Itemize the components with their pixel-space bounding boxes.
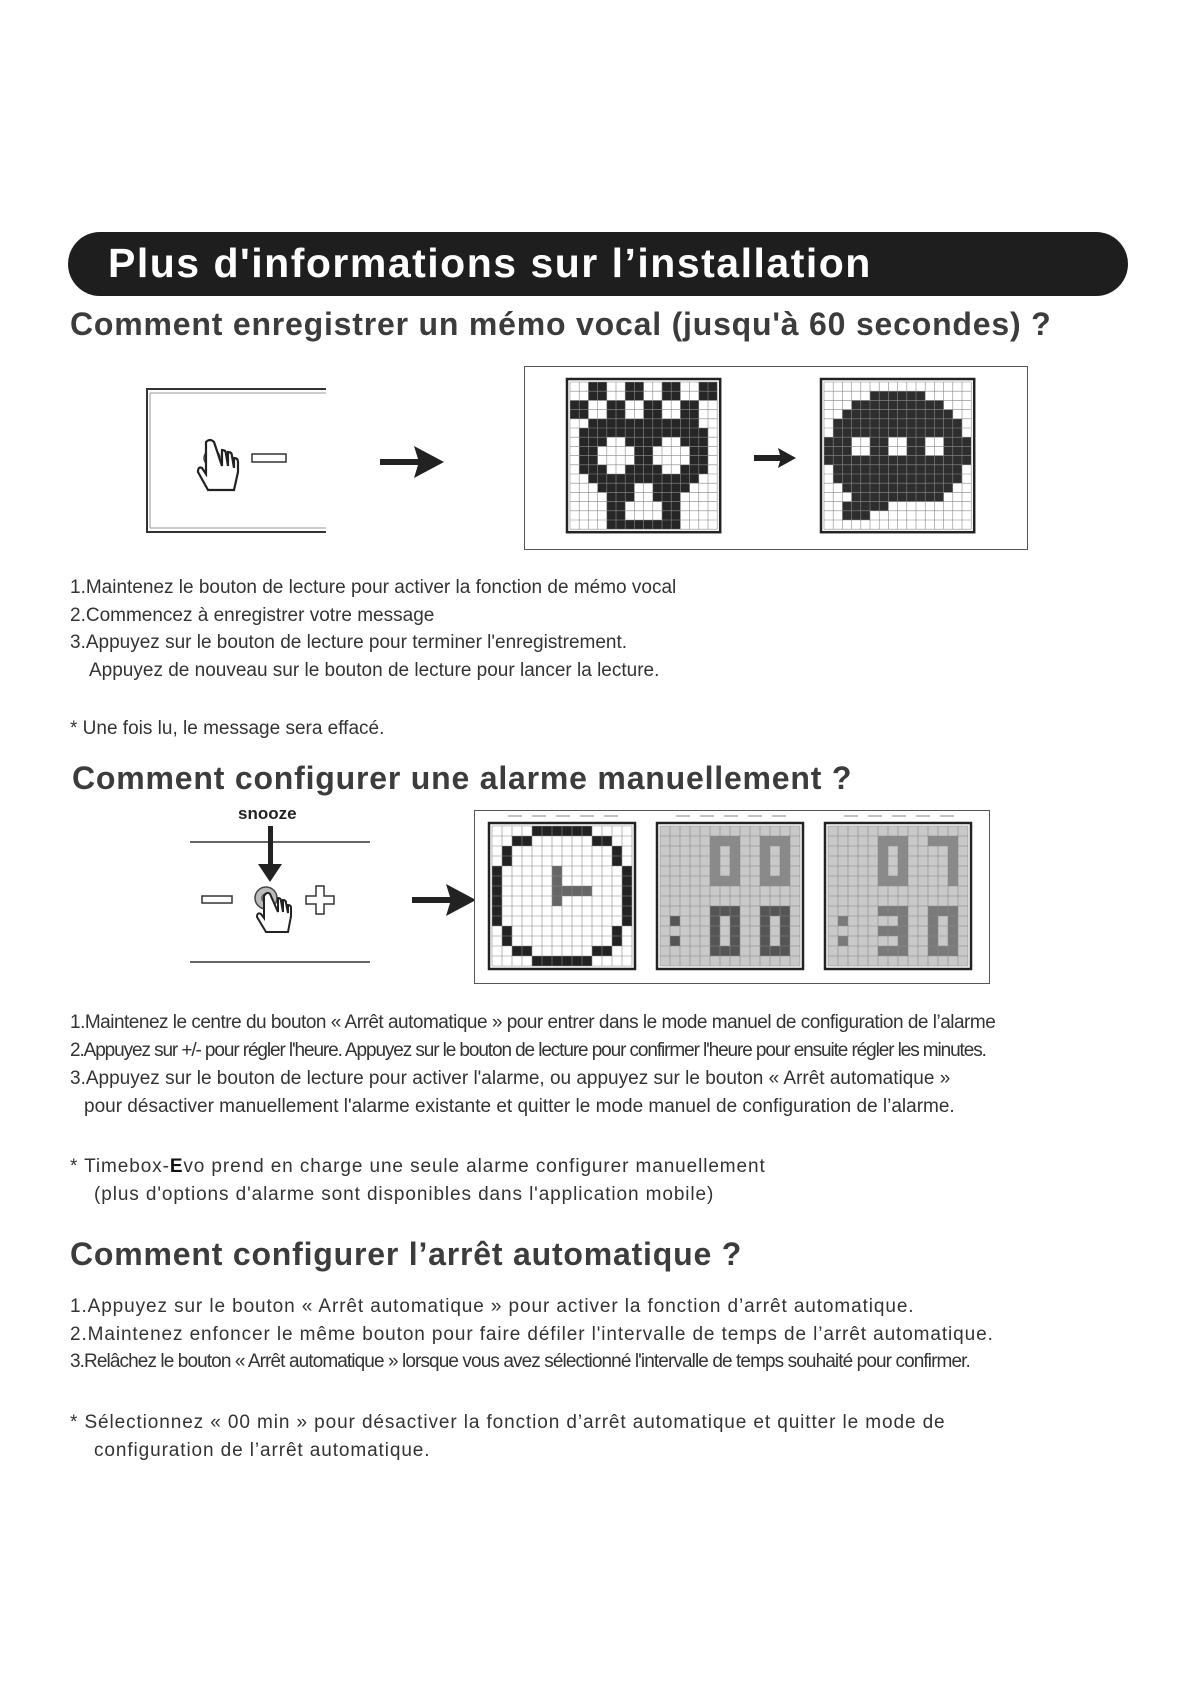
- auto-off-note-line-2: configuration de l’arrêt automatique.: [94, 1440, 431, 1461]
- minus-button-icon: [202, 896, 232, 903]
- auto-off-step-3: 3.Relâchez le bouton « Arrêt automatique » lorsque vous avez sélectionné l'intervalle de temps souhaité pour confirmer.: [70, 1351, 970, 1372]
- voice-memo-button-panel: [146, 388, 326, 533]
- alarm-heading: Comment configurer une alarme manuellement ?: [72, 760, 853, 796]
- plus-button-icon: [306, 886, 334, 914]
- arrow-right-icon: [412, 882, 476, 918]
- hand-press-icon: [255, 887, 291, 932]
- alarm-note-prefix: * Timebox-: [70, 1156, 170, 1177]
- minus-button-icon: [252, 454, 286, 462]
- alarm-step-1: 1.Maintenez le centre du bouton « Arrêt automatique » pour entrer dans le mode manuel de configuration de l’alarme: [70, 1012, 996, 1033]
- auto-off-heading: Comment configurer l’arrêt automatique ?: [70, 1236, 743, 1272]
- speech-bubble-pixel-icon: [821, 379, 974, 532]
- page-title: Plus d'informations sur l’installation: [108, 240, 872, 286]
- voice-memo-step-1: 1.Maintenez le bouton de lecture pour activer la fonction de mémo vocal: [70, 577, 677, 598]
- time-07-30-pixel-display: [825, 823, 971, 969]
- voice-memo-note: * Une fois lu, le message sera effacé.: [70, 718, 385, 739]
- alarm-note-line-2: (plus d'options d'alarme sont disponibles dans l'application mobile): [94, 1184, 715, 1205]
- alarm-screens-frame: [474, 810, 990, 984]
- voice-memo-step-3: 3.Appuyez sur le bouton de lecture pour terminer l'enregistrement.: [70, 632, 628, 653]
- time-00-00-pixel-display: [657, 823, 803, 969]
- auto-off-note: * Sélectionnez « 00 min » pour désactiver la fonction d’arrêt automatique et quitter le mode de: [70, 1412, 946, 1433]
- arrow-down-icon: [258, 826, 282, 882]
- clock-pixel-icon: [489, 823, 635, 969]
- skull-pixel-icon: [567, 379, 720, 532]
- auto-off-step-1: 1.Appuyez sur le bouton « Arrêt automatique » pour activer la fonction d’arrêt automatique.: [70, 1296, 915, 1317]
- auto-off-step-2: 2.Maintenez enfoncer le même bouton pour faire défiler l'intervalle de temps de l’arrêt automatique.: [70, 1324, 994, 1345]
- alarm-step-2: 2.Appuyez sur +/- pour régler l'heure. Appuyez sur le bouton de lecture pour confirmer l'heure pour ensuite régler les minutes.: [70, 1040, 986, 1061]
- snooze-label: snooze: [238, 804, 297, 823]
- alarm-step-3b: pour désactiver manuellement l'alarme existante et quitter le mode manuel de configuration de l’alarme.: [84, 1096, 955, 1117]
- alarm-note-suffix: vo prend en charge une seule alarme configurer manuellement: [183, 1156, 766, 1177]
- arrow-right-icon: [380, 444, 444, 480]
- hand-press-icon: [198, 440, 238, 490]
- voice-memo-step-2: 2.Commencez à enregistrer votre message: [70, 605, 435, 626]
- voice-memo-screens-frame: [524, 366, 1028, 550]
- alarm-note: [70, 1156, 766, 1178]
- section-banner: [68, 232, 1128, 296]
- alarm-step-3: 3.Appuyez sur le bouton de lecture pour activer l'alarme, ou appuyez sur le bouton « Arrêt automatique »: [70, 1068, 951, 1089]
- voice-memo-heading: Comment enregistrer un mémo vocal (jusqu'à 60 secondes) ?: [70, 306, 1052, 342]
- alarm-button-panel: [190, 820, 376, 970]
- alarm-note-bold: E: [169, 1156, 184, 1177]
- voice-memo-step-3b: Appuyez de nouveau sur le bouton de lecture pour lancer la lecture.: [89, 660, 660, 681]
